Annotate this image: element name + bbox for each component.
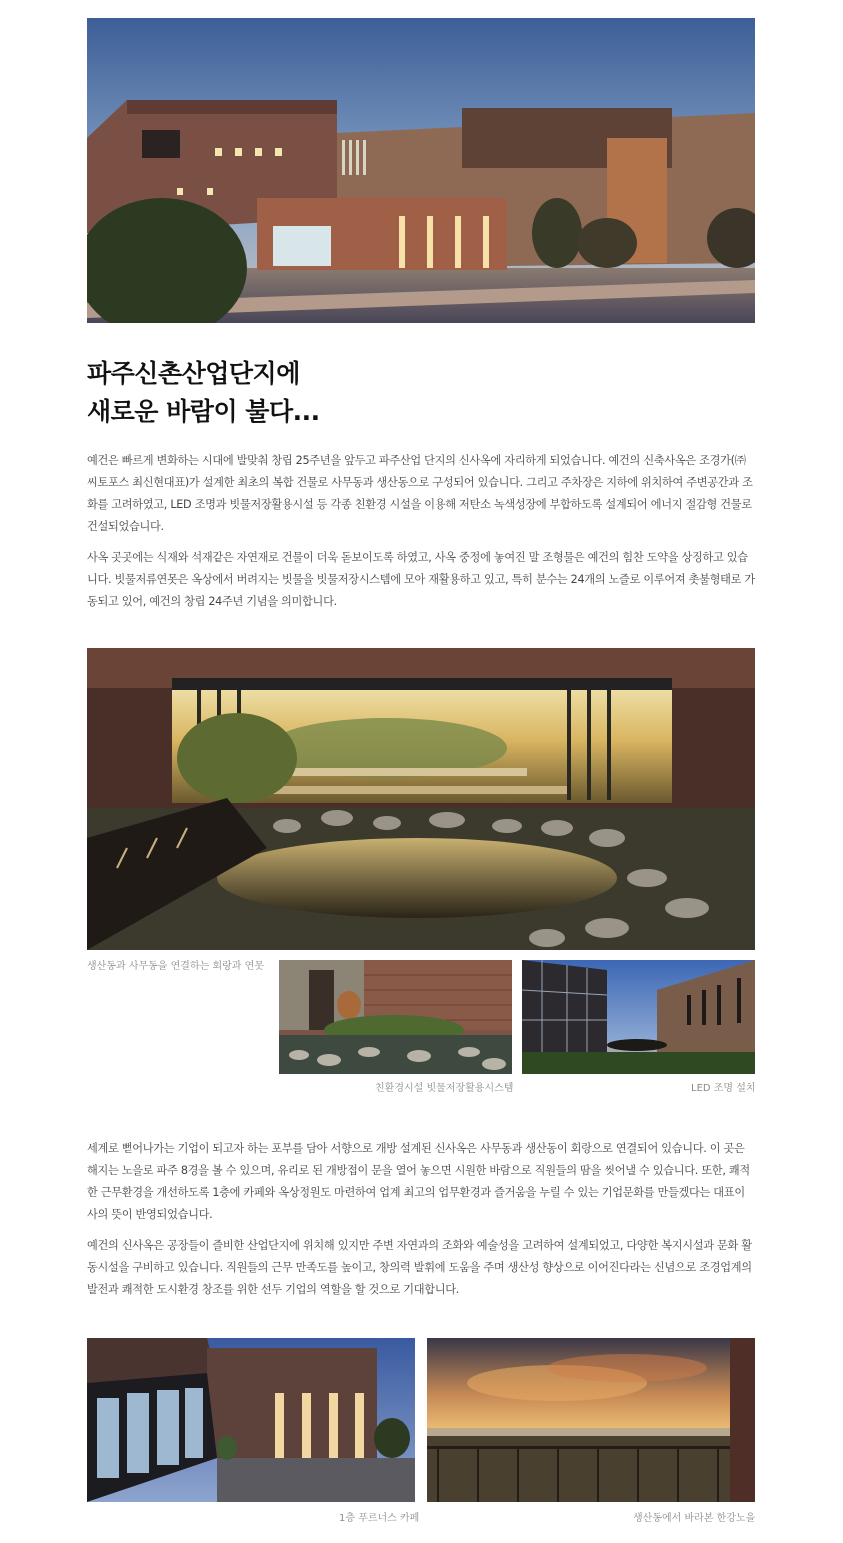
hangang-sunset-photo bbox=[427, 1338, 755, 1502]
rainwater-system-photo bbox=[279, 960, 512, 1074]
intro-paragraph: 예건은 빠르게 변화하는 시대에 발맞춰 창립 25주년을 앞두고 파주산업 단지의 신사옥에 자리하게 되었습니다. 예건의 신축사옥은 조경가(㈜씨토포스 최신현대표)가 설계한 최초의 복합 건물로 사무동과 생산동으로 구성되어 있습니다. 그리고 주차장은 지하에 위치하여 주변공간과 조화를 고려하였고, LED 조명과 빗물저장활용시설 등 각종 친환경 시설을 이용해 저탄소 녹색성장에 부합하도록 설계되어 에너지 절감형 건물로 건설되었습니다. bbox=[87, 454, 753, 533]
sunset-paragraph: 세계로 뻗어나가는 기업이 되고자 하는 포부를 담아 서향으로 개방 설계된 신사옥은 사무동과 생산동이 회랑으로 연결되어 있습니다. 이 곳은 해지는 노을로 파주 8경을 볼 수 있으며, 유리로 된 개방접이 문을 열어 놓으면 시원한 바람으로 직원들의 땀을 씻어낼 수 있습니다. 또한, 쾌적한 근무환경을 개선하도록 1층에 카페와 옥상정원도 마련하여 업계 최고의 업무환경과 즐거움을 누릴 수 있는 기업문화를 만들겠다는 대표이사의 뜻이 반영되었습니다. bbox=[87, 1142, 750, 1221]
corridor-caption: 생산동과 사무동을 연결하는 회랑과 연못 bbox=[87, 961, 264, 972]
led-caption: LED 조명 설치 bbox=[691, 1083, 756, 1094]
sunset-caption: 생산동에서 바라본 한강노을 bbox=[633, 1513, 756, 1524]
corridor-pond-photo bbox=[87, 648, 755, 950]
page-title bbox=[87, 355, 747, 431]
cafe-photo bbox=[87, 1338, 415, 1502]
cafe-caption: 1층 푸르너스 카페 bbox=[339, 1513, 420, 1524]
title-line-2: 새로운 바람이 불다... bbox=[87, 397, 320, 426]
hero-building-photo bbox=[87, 18, 755, 323]
pond-paragraph: 사옥 곳곳에는 식재와 석재같은 자연재로 건물이 더욱 돋보이도록 하였고, 사옥 중정에 놓여진 말 조형물은 예건의 힘찬 도약을 상징하고 있습니다. 빗물저류연못은 옥상에서 버려지는 빗물을 빗물저장시스템에 모아 재활용하고 있고, 특히 분수는 24개의 노즐로 이루어져 촛불형태로 가동되고 있어, 예건의 창립 24주년 기념을 의미합니다. bbox=[87, 551, 755, 608]
rainwater-caption: 친환경시설 빗물저장활용시스템 bbox=[375, 1083, 514, 1094]
vision-paragraph: 예건의 신사옥은 공장들이 즐비한 산업단지에 위치해 있지만 주변 자연과의 조화와 예술성을 고려하여 설계되었고, 다양한 복지시설과 문화 활동시설을 구비하고 있습니다. 직원들의 근무 만족도를 높이고, 창의력 발휘에 도움을 주며 생산성 향상으로 이어진다라는 신념으로 조경업계의 발전과 쾌적한 도시환경 창조를 위한 선두 기업의 역할을 할 것으로 기대합니다. bbox=[87, 1239, 752, 1296]
title-line-1: 파주신촌산업단지에 bbox=[87, 359, 300, 388]
led-lighting-photo bbox=[522, 960, 755, 1074]
